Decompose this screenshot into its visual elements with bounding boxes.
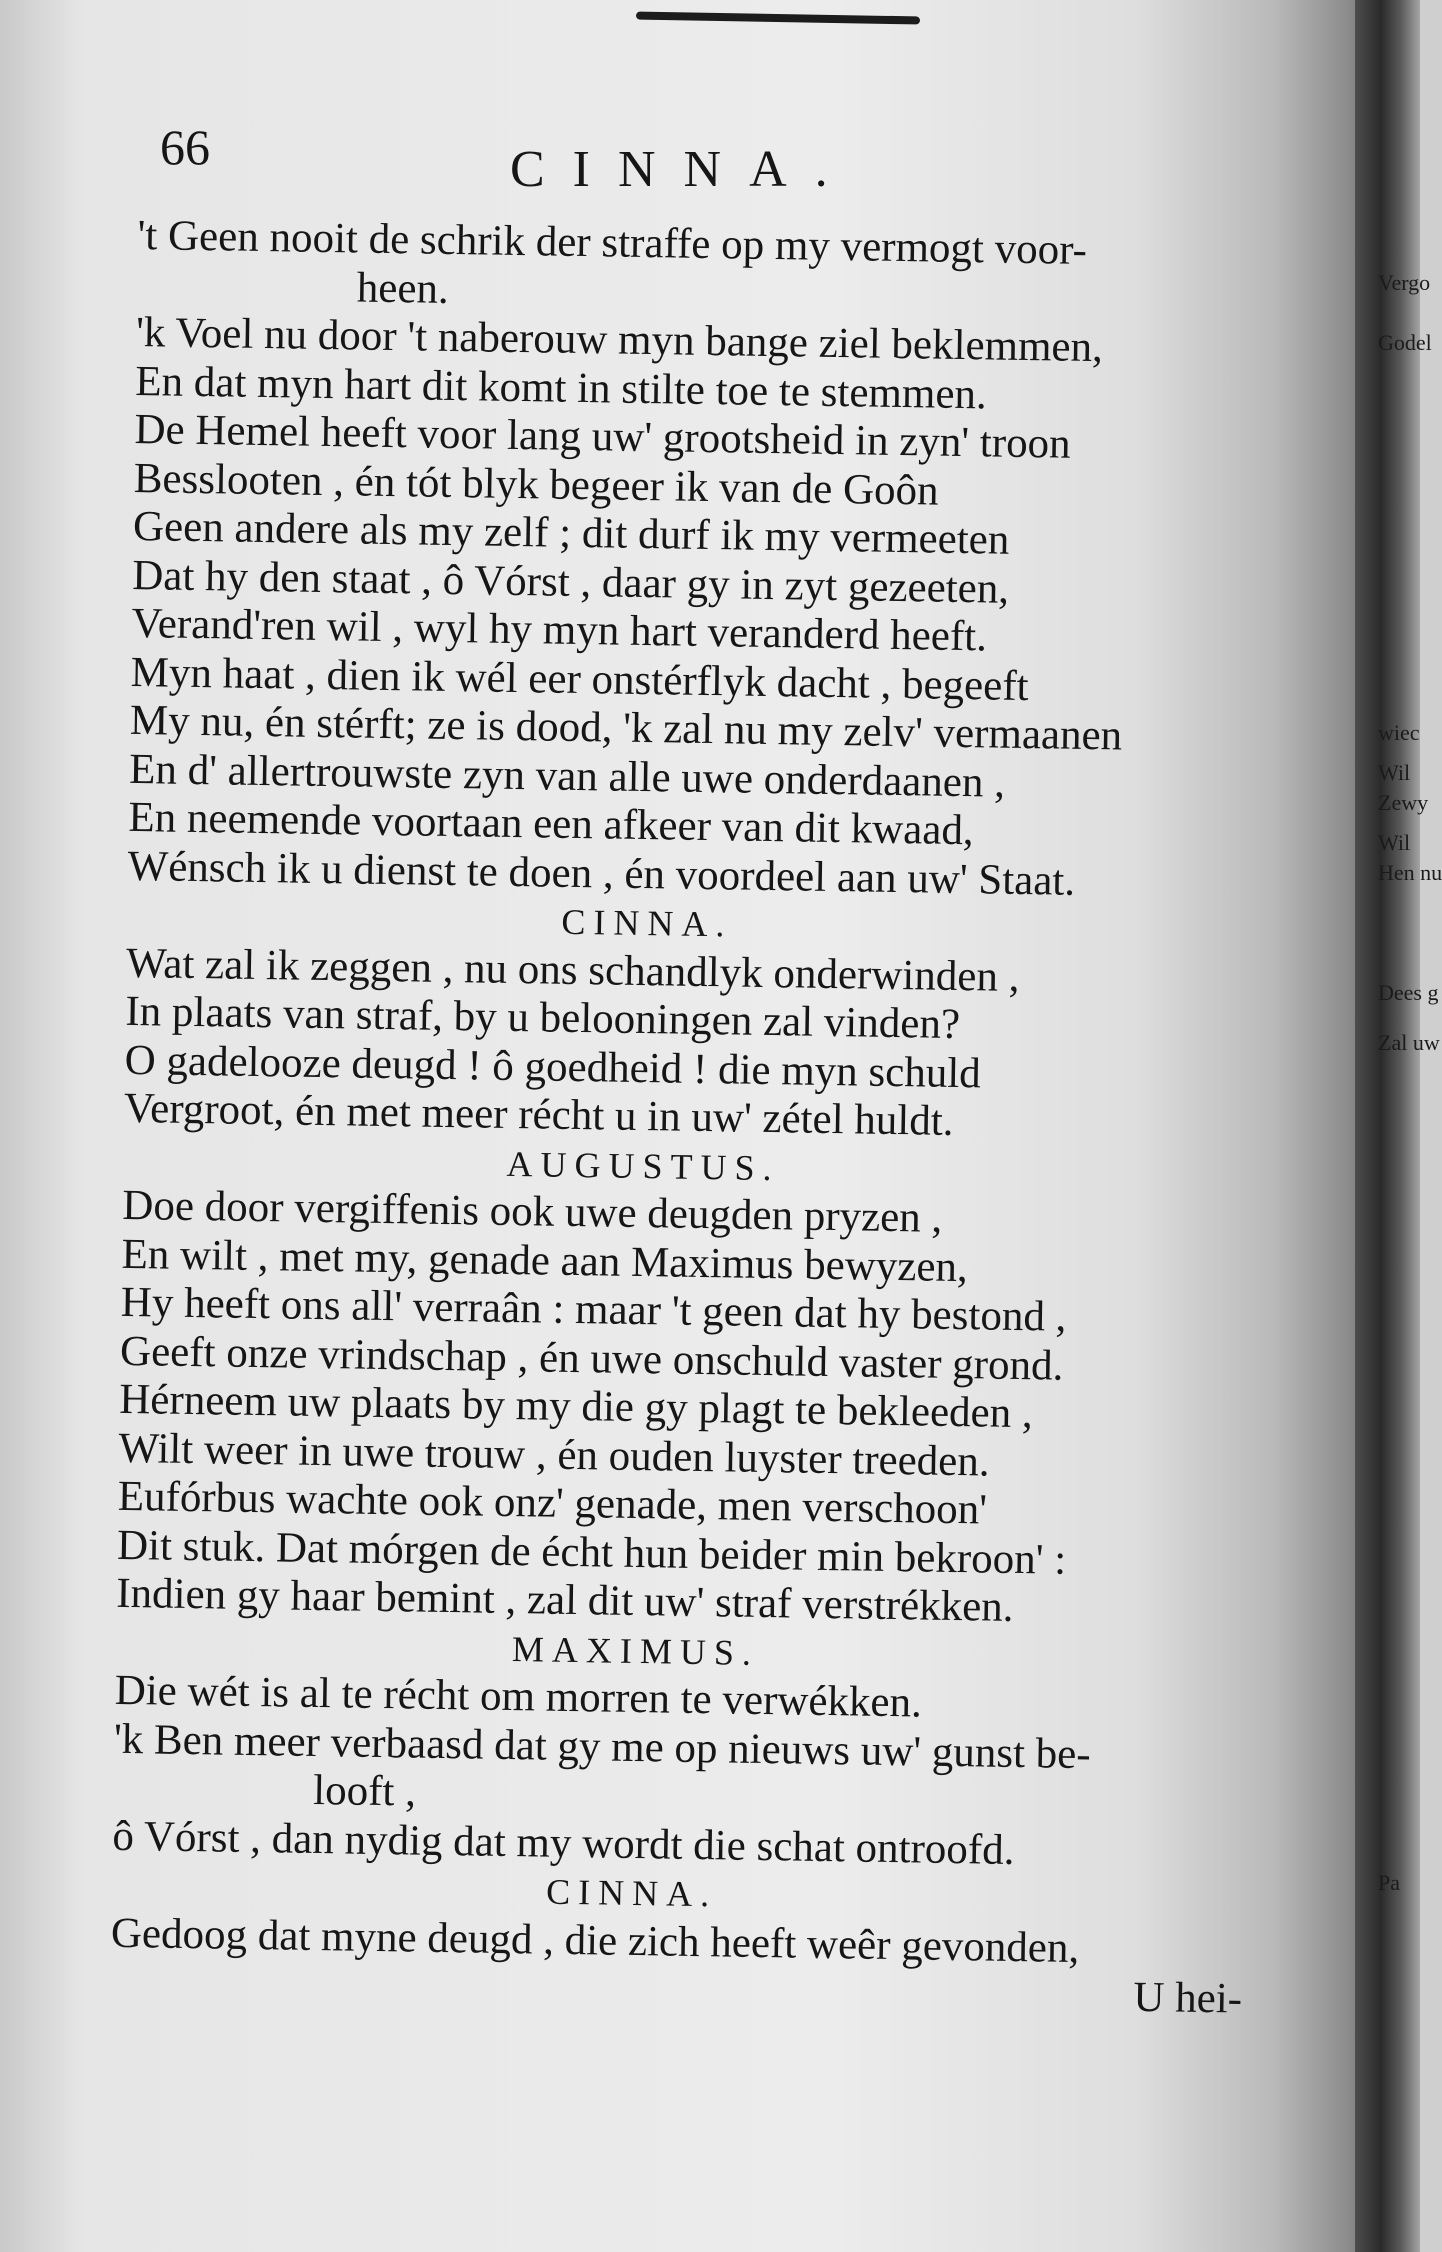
speaker-heading: CINNA. <box>545 1871 718 1915</box>
facing-page-fragment: Wil <box>1378 760 1411 785</box>
verse-line: 'k Ben meer verbaasd dat gy me op nieuws uw' gunst be- <box>113 1715 1092 1778</box>
verse-text-block <box>110 212 1338 2025</box>
verse-line: En d' allertrouwste zyn van alle uwe onderdaanen , <box>128 745 1006 807</box>
verse-line: Wénsch ik u dienst te doen , én voordeel aan uw' Staat. <box>127 842 1076 905</box>
facing-page-fragment: wiec <box>1378 720 1420 745</box>
verse-line: My nu, én stérft; ze is dood, 'k zal nu my zelv' vermaanen <box>129 696 1123 760</box>
facing-page-fragment: Zal uw <box>1378 1030 1440 1055</box>
verse-line: Geeft onze vrindschap , én uwe onschuld vaster grond. <box>119 1327 1064 1390</box>
verse-line: O gadelooze deugd ! ô goedheid ! die myn schuld <box>124 1036 982 1097</box>
facing-page-fragment: Zewy <box>1378 790 1429 815</box>
verse-line: Indien gy haar bemint , zal dit uw' straf verstrékken. <box>115 1569 1014 1631</box>
facing-page-fragment: Hen nu <box>1378 860 1442 885</box>
page-number: 66 <box>160 119 210 175</box>
running-head: CINNA. <box>510 141 856 198</box>
speaker-heading: AUGUSTUS. <box>506 1143 780 1188</box>
speaker-heading: CINNA. <box>561 901 733 945</box>
verse-line: Besslooten , én tót blyk begeer ik van de Goôn <box>133 454 939 515</box>
verse-line: Dat hy den staat , ô Vórst , daar gy in zyt gezeeten, <box>131 551 1010 613</box>
verse-line-continuation: heen. <box>356 263 450 313</box>
verse-line: En neemende voortaan een afkeer van dit kwaad, <box>128 793 975 855</box>
facing-page-fragment: Vergo <box>1378 270 1431 295</box>
verse-line: Verand'ren wil , wyl hy myn hart veranderd heeft. <box>131 599 988 661</box>
facing-page-fragment: Pa <box>1378 1870 1400 1895</box>
verse-line: Wat zal ik zeggen , nu ons schandlyk onderwinden , <box>125 939 1020 1001</box>
verse-line: Hy heeft ons all' verraân : maar 't geen dat hy bestond , <box>120 1278 1067 1341</box>
verse-line: Hérneem uw plaats by my die gy plagt te bekleeden , <box>118 1375 1034 1438</box>
verse-line: En dat myn hart dit komt in stilte toe te stemmen. <box>134 357 988 418</box>
verse-line: En wilt , met my, genade aan Maximus bewyzen, <box>121 1230 969 1291</box>
catchword: U hei- <box>1133 1973 1243 2023</box>
top-ink-rule <box>636 12 920 25</box>
speaker-heading: MAXIMUS. <box>511 1628 760 1673</box>
verse-line: Myn haat , dien ik wél eer onstérflyk dacht , begeeft <box>130 648 1029 710</box>
verse-line: In plaats van straf, by u belooningen zal vinden? <box>125 987 961 1049</box>
verse-line: ô Vórst , dan nydig dat my wordt die schat ontroofd. <box>112 1812 1015 1874</box>
verse-line: Doe door vergiffenis ook uwe deugden pryzen , <box>122 1181 943 1242</box>
verse-line: Dit stuk. Dat mórgen de écht hun beider min bekroon' : <box>116 1521 1067 1584</box>
verse-line: 't Geen nooit de schrik der straffe op my vermogt voor- <box>137 212 1088 274</box>
verse-line: De Hemel heeft voor lang uw' grootsheid in zyn' troon <box>134 405 1072 468</box>
verse-line: Vergroot, én met meer récht u in uw' zétel huldt. <box>123 1084 954 1145</box>
verse-line-continuation: looft , <box>312 1766 417 1816</box>
verse-line: Eufórbus wachte ook onz' genade, men verschoon' <box>117 1472 988 1534</box>
facing-page-fragment: Godel <box>1378 330 1432 355</box>
facing-page-fragment: Wil <box>1378 830 1411 855</box>
verse-line: Geen andere als my zelf ; dit durf ik my vermeeten <box>132 502 1010 564</box>
verse-line: Wilt weer in uwe trouw , én ouden luyster treeden. <box>118 1424 990 1486</box>
verse-line: Die wét is al te récht om morren te verwékken. <box>114 1666 923 1727</box>
verse-line: 'k Voel nu door 't naberouw myn bange ziel beklemmen, <box>135 308 1104 372</box>
facing-page-fragment: Dees g <box>1378 980 1439 1005</box>
verse-line: Gedoog dat myne deugd , die zich heeft weêr gevonden, <box>110 1909 1080 1972</box>
